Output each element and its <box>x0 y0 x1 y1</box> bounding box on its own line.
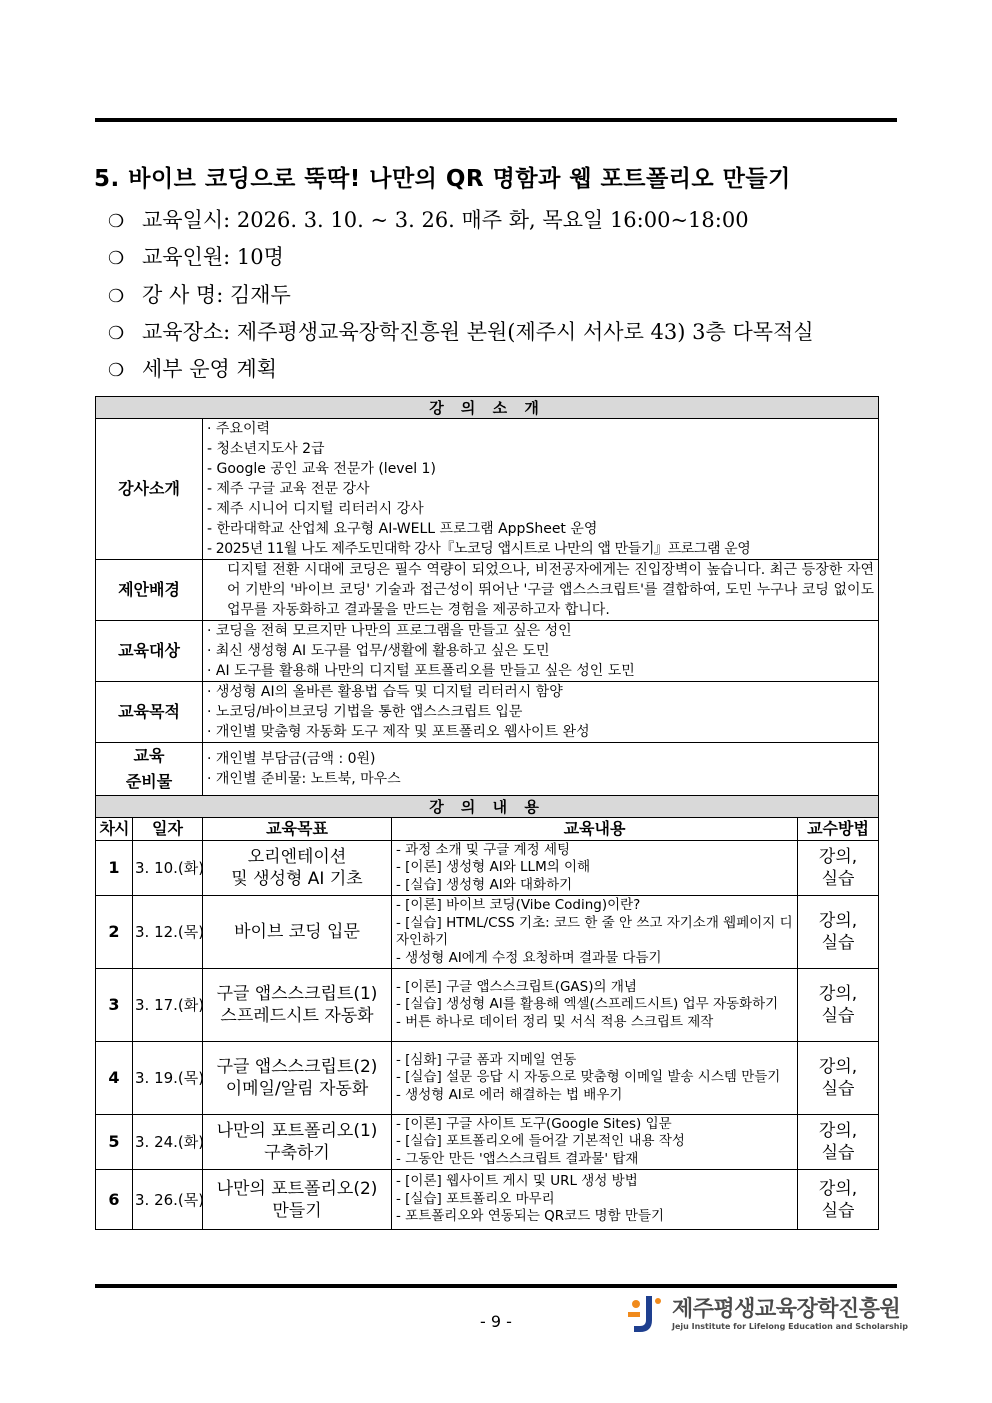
content-line: · 개인별 맞춤형 자동화 도구 제작 및 포트폴리오 웹사이트 완성 <box>207 724 590 740</box>
method-line: 실습 <box>821 933 855 953</box>
goal-line: 나만의 포트폴리오(1) <box>216 1121 378 1141</box>
session-goal <box>203 1170 392 1230</box>
logo-korean-name: 제주평생교육장학진흥원 <box>672 1297 901 1322</box>
goal-line: 만들기 <box>272 1200 322 1221</box>
session-method <box>798 841 879 896</box>
info-text: 교육인원: 10명 <box>142 245 284 269</box>
session-number: 3 <box>96 969 133 1042</box>
info-instructor <box>108 279 291 309</box>
col-date: 일자 <box>133 818 203 841</box>
session-number: 6 <box>96 1170 133 1230</box>
session-content <box>392 1042 798 1115</box>
goal-line: 바이브 코딩 입문 <box>234 922 360 942</box>
session-goal <box>203 1042 392 1115</box>
row-content <box>203 560 879 621</box>
content-line: - Google 공인 교육 전문가 (level 1) <box>207 461 436 477</box>
operation-plan-table <box>95 396 879 1230</box>
content-line: · AI 도구를 활용해 나만의 디지털 포트폴리오를 만들고 싶은 성인 도민 <box>207 663 635 679</box>
row-content <box>203 621 879 682</box>
row-content <box>203 682 879 743</box>
method-line: 강의, <box>818 847 858 867</box>
row-content <box>203 419 879 560</box>
row-label: 교육목적 <box>96 682 203 743</box>
session-goal <box>203 841 392 896</box>
session-row <box>96 896 879 969</box>
label-line: 준비물 <box>125 772 173 791</box>
info-location <box>108 316 814 346</box>
goal-line: 나만의 포트폴리오(2) <box>216 1178 378 1199</box>
content-line: · 노코딩/바이브코딩 기법을 통한 앱스스크립트 입문 <box>207 704 523 720</box>
lesson-line: - [실습] 설문 응답 시 자동으로 맞춤형 이메일 발송 시스템 만들기 <box>396 1069 781 1086</box>
method-line: 실습 <box>821 1006 855 1026</box>
lesson-line: - [실습] 포트폴리오에 들어갈 기본적인 내용 작성 <box>396 1133 685 1150</box>
lesson-line: - 과정 소개 및 구글 계정 세팅 <box>396 841 571 858</box>
logo-english-name: Jeju Institute for Lifelong Education and Scholarship <box>672 1322 908 1331</box>
institute-logo-icon <box>622 1292 666 1336</box>
session-number: 5 <box>96 1115 133 1170</box>
session-number: 4 <box>96 1042 133 1115</box>
circle-bullet-icon: ❍ <box>108 248 125 269</box>
page-number: - 9 - <box>480 1312 512 1331</box>
session-date: 3. 24.(화) <box>133 1115 203 1170</box>
circle-bullet-icon: ❍ <box>108 211 125 232</box>
lesson-line: - 생성형 AI로 에러 해결하는 법 배우기 <box>396 1086 623 1103</box>
intro-header: 강 의 소 개 <box>96 397 879 419</box>
session-method <box>798 896 879 969</box>
lesson-line: - 포트폴리오와 연동되는 QR코드 명함 만들기 <box>396 1208 665 1225</box>
content-line: · 주요이력 <box>207 421 270 437</box>
lesson-line: - [이론] 바이브 코딩(Vibe Coding)이란? <box>396 897 641 913</box>
lesson-line: - [이론] 구글 앱스스크립트(GAS)의 개념 <box>396 978 637 995</box>
session-date: 3. 26.(목) <box>133 1170 203 1230</box>
lesson-line: - [이론] 생성형 AI와 LLM의 이해 <box>396 859 591 876</box>
content-line: · 코딩을 전혀 모르지만 나만의 프로그램을 만들고 싶은 성인 <box>207 623 572 639</box>
info-text: 교육일시: 2026. 3. 10. ~ 3. 26. 매주 화, 목요일 16:00~18:00 <box>142 208 749 232</box>
session-date: 3. 17.(화) <box>133 969 203 1042</box>
col-method: 교수방법 <box>798 818 879 841</box>
session-date: 3. 10.(화) <box>133 841 203 896</box>
content-line: · 생성형 AI의 올바른 활용법 습득 및 디지털 리터러시 함양 <box>207 684 563 700</box>
col-content: 교육내용 <box>392 818 798 841</box>
content-line: - 청소년지도사 2급 <box>207 441 325 457</box>
lesson-line: - [실습] 생성형 AI와 대화하기 <box>396 876 573 893</box>
goal-line: 구축하기 <box>264 1143 330 1163</box>
method-line: 강의, <box>818 1121 858 1141</box>
method-line: 실습 <box>821 869 855 889</box>
intro-row-instructor <box>96 419 879 560</box>
goal-line: 구글 앱스스크립트(1) <box>216 984 378 1004</box>
session-content <box>392 1115 798 1170</box>
lesson-line: - 생성형 AI에게 수정 요청하며 결과물 다듬기 <box>396 949 662 966</box>
info-text: 세부 운영 계획 <box>142 357 278 381</box>
method-line: 실습 <box>821 1200 855 1221</box>
session-row <box>96 1115 879 1170</box>
info-text: 강 사 명: 김재두 <box>142 283 291 307</box>
info-date <box>108 204 749 234</box>
row-label: 강사소개 <box>96 419 203 560</box>
session-content <box>392 896 798 969</box>
lesson-line: - [이론] 구글 사이트 도구(Google Sites) 입문 <box>396 1115 672 1132</box>
session-row <box>96 841 879 896</box>
lesson-line: - [심화] 구글 폼과 지메일 연동 <box>396 1051 577 1068</box>
goal-line: 스프레드시트 자동화 <box>220 1006 374 1026</box>
bottom-divider <box>95 1284 897 1288</box>
content-line: · 최신 생성형 AI 도구를 업무/생활에 활용하고 싶은 도민 <box>207 643 550 659</box>
method-line: 실습 <box>821 1079 855 1099</box>
intro-row-purpose <box>96 682 879 743</box>
intro-row-target <box>96 621 879 682</box>
session-goal <box>203 969 392 1042</box>
content-line: - 2025년 11월 나도 제주도민대학 강사『노코딩 앱시트로 나만의 앱 만들기』프로그램 운영 <box>207 541 751 557</box>
session-method <box>798 1170 879 1230</box>
content-header: 강 의 내 용 <box>96 796 879 818</box>
method-line: 강의, <box>818 984 858 1004</box>
goal-line: 및 생성형 AI 기초 <box>231 869 363 889</box>
lesson-line: - 그동안 만든 '앱스스크립트 결과물' 탑재 <box>396 1150 639 1167</box>
session-content <box>392 841 798 896</box>
institute-logo <box>622 1290 908 1338</box>
goal-line: 구글 앱스스크립트(2) <box>216 1057 378 1077</box>
content-line: · 개인별 준비물: 노트북, 마우스 <box>207 771 401 787</box>
method-line: 실습 <box>821 1143 855 1163</box>
lesson-line: - [이론] 웹사이트 게시 및 URL 생성 방법 <box>396 1173 638 1190</box>
session-method <box>798 1115 879 1170</box>
info-plan <box>108 353 277 383</box>
column-header-row <box>96 818 879 841</box>
method-line: 강의, <box>818 1178 858 1199</box>
session-date: 3. 12.(목) <box>133 896 203 969</box>
session-number: 2 <box>96 896 133 969</box>
intro-row-background <box>96 560 879 621</box>
lesson-line: - 버튼 하나로 데이터 정리 및 서식 적용 스크립트 제작 <box>396 1013 714 1030</box>
top-divider <box>95 118 897 122</box>
content-line: · 개인별 부담금(금액 : 0원) <box>207 751 376 767</box>
session-method <box>798 969 879 1042</box>
session-number: 1 <box>96 841 133 896</box>
row-label <box>96 743 203 796</box>
circle-bullet-icon: ❍ <box>108 286 125 307</box>
goal-line: 오리엔테이션 <box>247 847 347 867</box>
lesson-line: - [실습] HTML/CSS 기초: 코드 한 줄 안 쓰고 자기소개 웹페이지 디자인하기 <box>396 914 793 948</box>
session-row <box>96 1042 879 1115</box>
col-goal: 교육목표 <box>203 818 392 841</box>
content-header-row <box>96 796 879 818</box>
row-content <box>203 743 879 796</box>
lesson-line: - [실습] 포트폴리오 마무리 <box>396 1190 555 1207</box>
col-session: 차시 <box>96 818 133 841</box>
info-capacity <box>108 241 284 271</box>
method-line: 강의, <box>818 911 858 931</box>
circle-bullet-icon: ❍ <box>108 323 125 344</box>
row-label: 교육대상 <box>96 621 203 682</box>
goal-line: 이메일/알림 자동화 <box>225 1079 369 1099</box>
circle-bullet-icon: ❍ <box>108 360 125 381</box>
session-date: 3. 19.(목) <box>133 1042 203 1115</box>
session-row <box>96 969 879 1042</box>
content-line: - 한라대학교 산업체 요구형 AI-WELL 프로그램 AppSheet 운영 <box>207 521 598 537</box>
intro-row-supplies <box>96 743 879 796</box>
session-content <box>392 1170 798 1230</box>
lesson-line: - [실습] 생성형 AI를 활용해 엑셀(스프레드시트) 업무 자동화하기 <box>396 996 779 1013</box>
session-row <box>96 1170 879 1230</box>
session-content <box>392 969 798 1042</box>
row-label: 제안배경 <box>96 560 203 621</box>
content-paragraph: 디지털 전환 시대에 코딩은 필수 역량이 되었으나, 비전공자에게는 진입장벽이 높습니다. 최근 등장한 자연어 기반의 '바이브 코딩' 기술과 접근성이 뛰어난 '구글 앱스스크립트'를 결합하여, 도민 누구나 코딩 없이도 업무를 자동화하고 결과물을 만드는 경험을 제공하고자 합니다. <box>227 562 875 618</box>
info-text: 교육장소: 제주평생교육장학진흥원 본원(제주시 서사로 43) 3층 다목적실 <box>142 320 814 344</box>
intro-header-row <box>96 397 879 419</box>
section-title: 5. 바이브 코딩으로 뚝딱! 나만의 QR 명함과 웹 포트폴리오 만들기 <box>94 166 791 192</box>
content-line: - 제주 시니어 디지털 리터러시 강사 <box>207 501 424 517</box>
session-goal <box>203 1115 392 1170</box>
content-line: - 제주 구글 교육 전문 강사 <box>207 481 370 497</box>
session-goal <box>203 896 392 969</box>
method-line: 강의, <box>818 1057 858 1077</box>
label-line: 교육 <box>133 746 165 765</box>
session-method <box>798 1042 879 1115</box>
